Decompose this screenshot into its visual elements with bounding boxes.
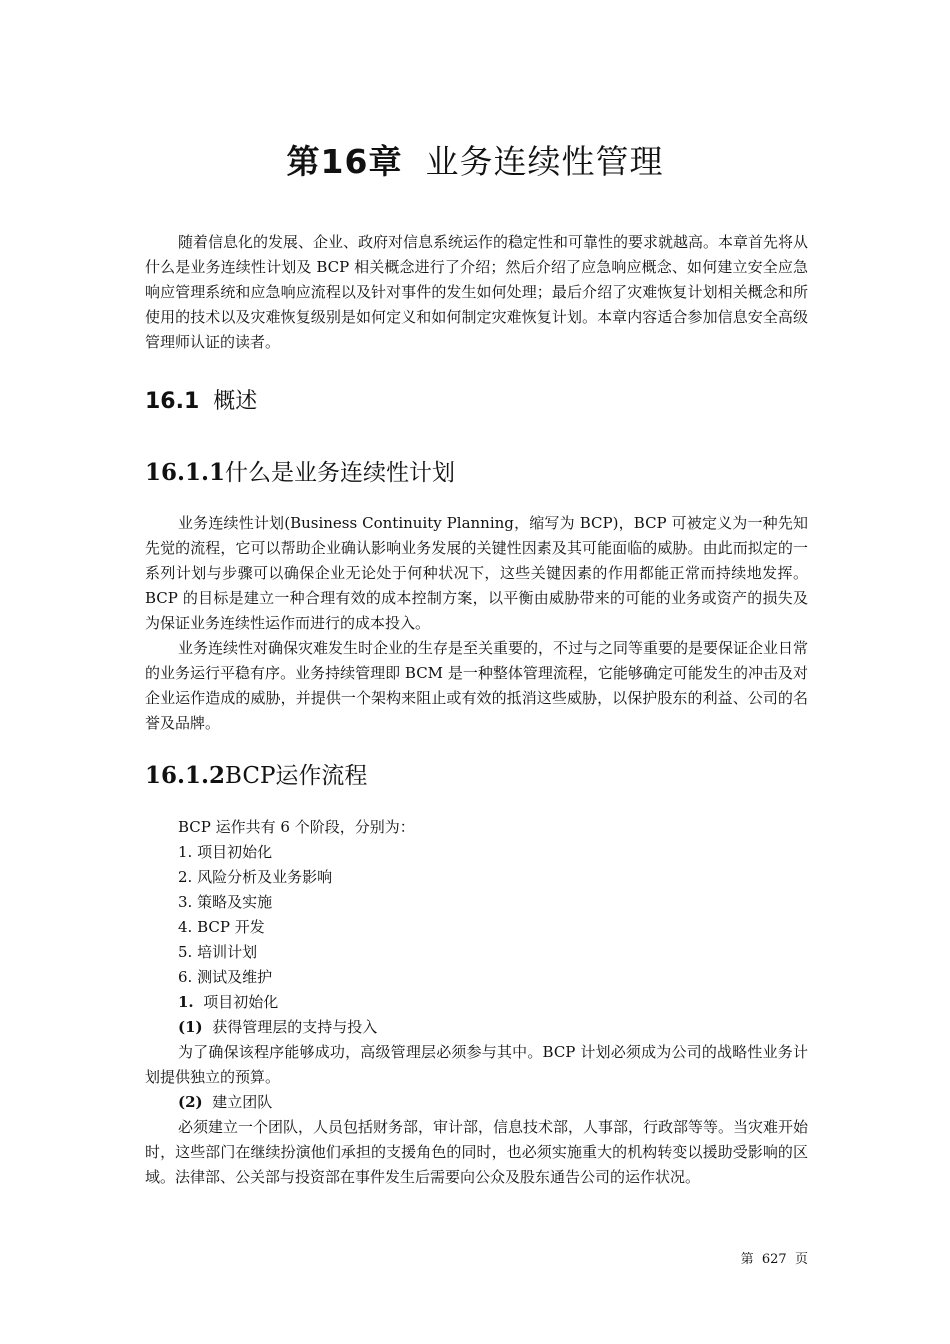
bcp-definition-block — [145, 511, 808, 736]
sub-title: 获得管理层的支持与投入 — [212, 1018, 378, 1036]
list-item: 1. 项目初始化 — [178, 843, 273, 861]
chapter-title-text: 业务连续性管理 — [425, 142, 664, 181]
list-item: 5. 培训计划 — [178, 943, 258, 961]
page-suffix: 页 — [794, 1252, 808, 1267]
section-title: BCP运作流程 — [225, 763, 368, 789]
stages-list — [178, 815, 808, 1040]
list-item: 6. 测试及维护 — [178, 968, 273, 986]
list-item: 3. 策略及实施 — [178, 893, 273, 911]
intro-block — [145, 230, 808, 355]
sub2-heading-block — [178, 1090, 808, 1115]
section-title: 概述 — [213, 389, 258, 414]
sub1-paragraph: 为了确保该程序能够成功，高级管理层必须参与其中。BCP 计划必须成为公司的战略性业务计划提供独立的预算。 — [145, 1043, 808, 1086]
sub1-block — [145, 1040, 808, 1090]
intro-paragraph: 随着信息化的发展、企业、政府对信息系统运作的稳定性和可靠性的要求就越高。本章首先将从什么是业务连续性计划及 BCP 相关概念进行了介绍；然后介绍了应急响应概念、如何建立安全应急响应管理系统和应急响应流程以及针对事件的发生如何处理；最后介绍了灾难恢复计划相关概念和所使用的技术以及灾难恢复级别是如何定义和如何制定灾难恢复计划。本章内容适合参加信息安全高级管理师认证的读者。 — [145, 233, 809, 351]
step-number: 1. — [178, 993, 194, 1011]
stages-intro: BCP 运作共有 6 个阶段，分别为： — [178, 818, 415, 836]
sub-heading — [178, 1090, 808, 1115]
sub-number: (2) — [178, 1093, 203, 1111]
section-heading-16-1 — [145, 384, 257, 415]
sub-title: 建立团队 — [212, 1093, 273, 1111]
section-number: 16.1.2 — [145, 762, 226, 789]
page-number: 627 — [761, 1252, 787, 1267]
bcp-paragraph-2: 业务连续性对确保灾难发生时企业的生存是至关重要的，不过与之同等重要的是要保证企业日常的业务运行平稳有序。业务持续管理即 BCM 是一种整体管理流程，它能够确定可能发生的冲击及对企业运作造成的威胁，并提供一个架构来阻止或有效的抵消这些威胁，以保护股东的利益、公司的名誉及品牌。 — [145, 639, 809, 732]
step-title: 项目初始化 — [203, 993, 279, 1011]
bcp-paragraph-1: 业务连续性计划(Business Continuity Planning，缩写为 BCP)，BCP 可被定义为一种先知先觉的流程，它可以帮助企业确认影响业务发展的关键性因素及其可能面临的威胁。由此而拟定的一系列计划与步骤可以确保企业无论处于何种状况下，这些关键因素的作用都能正常而持续地发挥。BCP 的目标是建立一种合理有效的成本控制方案，以平衡由威胁带来的可能的业务或资产的损失及为保证业务连续性运作而进行的成本投入。 — [145, 514, 808, 632]
chapter-number: 第16章 — [286, 142, 403, 181]
section-heading-16-1-2 — [145, 757, 367, 790]
step-heading — [178, 990, 808, 1015]
sub2-paragraph: 必须建立一个团队，人员包括财务部，审计部，信息技术部，人事部，行政部等等。当灾难开始时，这些部门在继续扮演他们承担的支援角色的同时，也必须实施重大的机构转变以援助受影响的区域。法律部、公关部与投资部在事件发生后需要向公众及股东通告公司的运作状况。 — [145, 1118, 809, 1186]
chapter-title — [0, 136, 950, 183]
sub-heading — [178, 1015, 808, 1040]
list-item: 2. 风险分析及业务影响 — [178, 868, 333, 886]
sub-number: (1) — [178, 1018, 203, 1036]
list-item: 4. BCP 开发 — [178, 918, 265, 936]
page-footer — [741, 1248, 808, 1267]
section-title: 什么是业务连续性计划 — [225, 460, 456, 486]
section-number: 16.1 — [145, 389, 200, 414]
page-prefix: 第 — [740, 1252, 754, 1267]
section-number: 16.1.1 — [145, 459, 226, 486]
section-heading-16-1-1 — [145, 454, 455, 487]
sub2-block — [145, 1115, 808, 1190]
